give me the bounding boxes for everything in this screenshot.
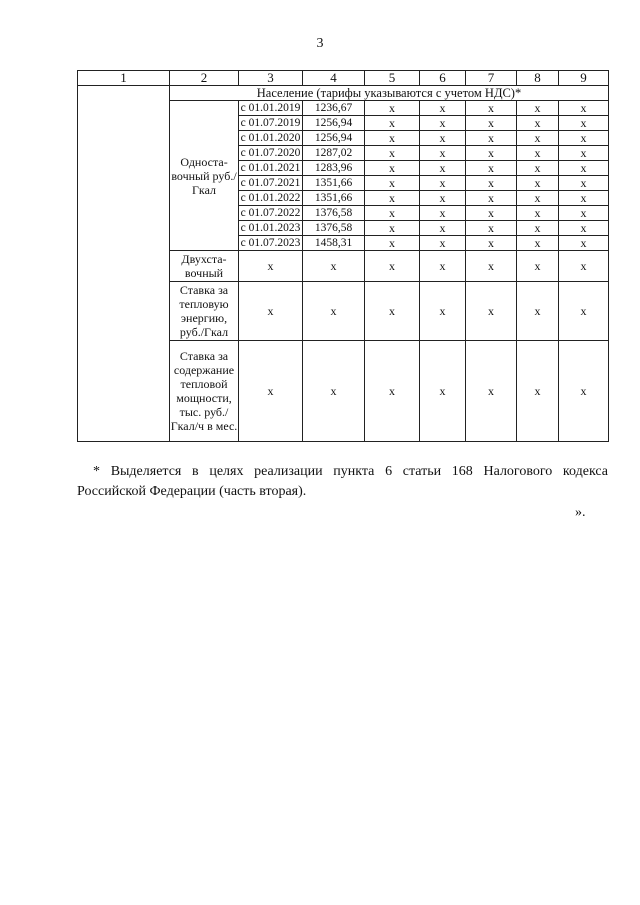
x-mark: x bbox=[466, 206, 517, 221]
x-mark: x bbox=[517, 341, 559, 442]
x-mark: x bbox=[239, 341, 303, 442]
x-mark: x bbox=[365, 221, 420, 236]
section-title: Население (тарифы указываются с учетом НДС)* bbox=[170, 86, 609, 101]
tariff-value: 1287,02 bbox=[303, 146, 365, 161]
x-mark: x bbox=[365, 191, 420, 206]
column-header: 6 bbox=[420, 71, 466, 86]
period-cell: с 01.01.2019 bbox=[239, 101, 303, 116]
tariff-table bbox=[77, 70, 609, 442]
x-mark: x bbox=[466, 116, 517, 131]
x-mark: x bbox=[466, 236, 517, 251]
x-mark: x bbox=[559, 221, 609, 236]
x-mark: x bbox=[517, 191, 559, 206]
x-mark: x bbox=[559, 146, 609, 161]
x-mark: x bbox=[239, 282, 303, 341]
column-header: 3 bbox=[239, 71, 303, 86]
column-header: 9 bbox=[559, 71, 609, 86]
tariff-value: 1256,94 bbox=[303, 131, 365, 146]
x-mark: x bbox=[517, 251, 559, 282]
x-mark: x bbox=[559, 101, 609, 116]
x-mark: x bbox=[466, 161, 517, 176]
x-mark: x bbox=[559, 341, 609, 442]
period-cell: с 01.01.2020 bbox=[239, 131, 303, 146]
x-mark: x bbox=[365, 176, 420, 191]
x-mark: x bbox=[420, 341, 466, 442]
x-mark: x bbox=[420, 251, 466, 282]
energy-rate-label: Ставка за тепловую энергию, руб./Гкал bbox=[170, 282, 239, 341]
x-mark: x bbox=[466, 101, 517, 116]
x-mark: x bbox=[466, 341, 517, 442]
x-mark: x bbox=[559, 191, 609, 206]
period-cell: с 01.07.2020 bbox=[239, 146, 303, 161]
x-mark: x bbox=[466, 282, 517, 341]
x-mark: x bbox=[365, 206, 420, 221]
x-mark: x bbox=[420, 191, 466, 206]
x-mark: x bbox=[559, 282, 609, 341]
x-mark: x bbox=[517, 131, 559, 146]
period-cell: с 01.07.2022 bbox=[239, 206, 303, 221]
x-mark: x bbox=[517, 101, 559, 116]
x-mark: x bbox=[365, 161, 420, 176]
x-mark: x bbox=[420, 176, 466, 191]
x-mark: x bbox=[517, 116, 559, 131]
x-mark: x bbox=[559, 116, 609, 131]
tariff-value: 1376,58 bbox=[303, 206, 365, 221]
tariff-value: 1256,94 bbox=[303, 116, 365, 131]
x-mark: x bbox=[559, 131, 609, 146]
x-mark: x bbox=[559, 176, 609, 191]
closing-quote-mark: ». bbox=[575, 505, 586, 520]
column-header: 5 bbox=[365, 71, 420, 86]
x-mark: x bbox=[466, 251, 517, 282]
footnote: * Выделяется в целях реализации пункта 6 статьи 168 Налогового кодекса Российской Федерации (часть вторая). bbox=[77, 464, 608, 499]
x-mark: x bbox=[420, 101, 466, 116]
tariff-value: 1283,96 bbox=[303, 161, 365, 176]
period-cell: с 01.01.2023 bbox=[239, 221, 303, 236]
section-row bbox=[78, 86, 609, 101]
x-mark: x bbox=[420, 116, 466, 131]
x-mark: x bbox=[365, 236, 420, 251]
x-mark: x bbox=[365, 116, 420, 131]
x-mark: x bbox=[365, 251, 420, 282]
x-mark: x bbox=[365, 101, 420, 116]
x-mark: x bbox=[517, 282, 559, 341]
x-mark: x bbox=[559, 161, 609, 176]
x-mark: x bbox=[420, 161, 466, 176]
period-cell: с 01.07.2019 bbox=[239, 116, 303, 131]
tariff-value: 1458,31 bbox=[303, 236, 365, 251]
x-mark: x bbox=[365, 341, 420, 442]
x-mark: x bbox=[517, 161, 559, 176]
empty-first-column bbox=[78, 86, 170, 442]
x-mark: x bbox=[466, 221, 517, 236]
x-mark: x bbox=[365, 146, 420, 161]
x-mark: x bbox=[239, 251, 303, 282]
x-mark: x bbox=[365, 131, 420, 146]
x-mark: x bbox=[420, 146, 466, 161]
column-header-row bbox=[78, 71, 609, 86]
x-mark: x bbox=[365, 282, 420, 341]
column-header: 4 bbox=[303, 71, 365, 86]
x-mark: x bbox=[517, 206, 559, 221]
period-cell: с 01.01.2022 bbox=[239, 191, 303, 206]
column-header: 8 bbox=[517, 71, 559, 86]
x-mark: x bbox=[303, 282, 365, 341]
tariff-value: 1376,58 bbox=[303, 221, 365, 236]
tariff-value: 1351,66 bbox=[303, 176, 365, 191]
x-mark: x bbox=[420, 206, 466, 221]
tariff-value: 1351,66 bbox=[303, 191, 365, 206]
x-mark: x bbox=[517, 146, 559, 161]
period-cell: с 01.07.2021 bbox=[239, 176, 303, 191]
x-mark: x bbox=[559, 251, 609, 282]
two-rate-label: Двухста-вочный bbox=[170, 251, 239, 282]
column-header: 7 bbox=[466, 71, 517, 86]
column-header: 2 bbox=[170, 71, 239, 86]
x-mark: x bbox=[420, 236, 466, 251]
x-mark: x bbox=[559, 206, 609, 221]
tariff-value: 1236,67 bbox=[303, 101, 365, 116]
x-mark: x bbox=[466, 191, 517, 206]
x-mark: x bbox=[303, 251, 365, 282]
x-mark: x bbox=[420, 131, 466, 146]
page-number: 3 bbox=[316, 36, 324, 51]
period-cell: с 01.07.2023 bbox=[239, 236, 303, 251]
x-mark: x bbox=[517, 176, 559, 191]
capacity-rate-label: Ставка за содержание тепловой мощности, тыс. руб./ Гкал/ч в мес. bbox=[170, 341, 239, 442]
x-mark: x bbox=[517, 221, 559, 236]
x-mark: x bbox=[466, 176, 517, 191]
one-rate-label: Односта-вочный руб./Гкал bbox=[170, 101, 239, 251]
x-mark: x bbox=[420, 221, 466, 236]
x-mark: x bbox=[466, 131, 517, 146]
period-cell: с 01.01.2021 bbox=[239, 161, 303, 176]
x-mark: x bbox=[517, 236, 559, 251]
column-header: 1 bbox=[78, 71, 170, 86]
x-mark: x bbox=[420, 282, 466, 341]
x-mark: x bbox=[466, 146, 517, 161]
x-mark: x bbox=[559, 236, 609, 251]
x-mark: x bbox=[303, 341, 365, 442]
